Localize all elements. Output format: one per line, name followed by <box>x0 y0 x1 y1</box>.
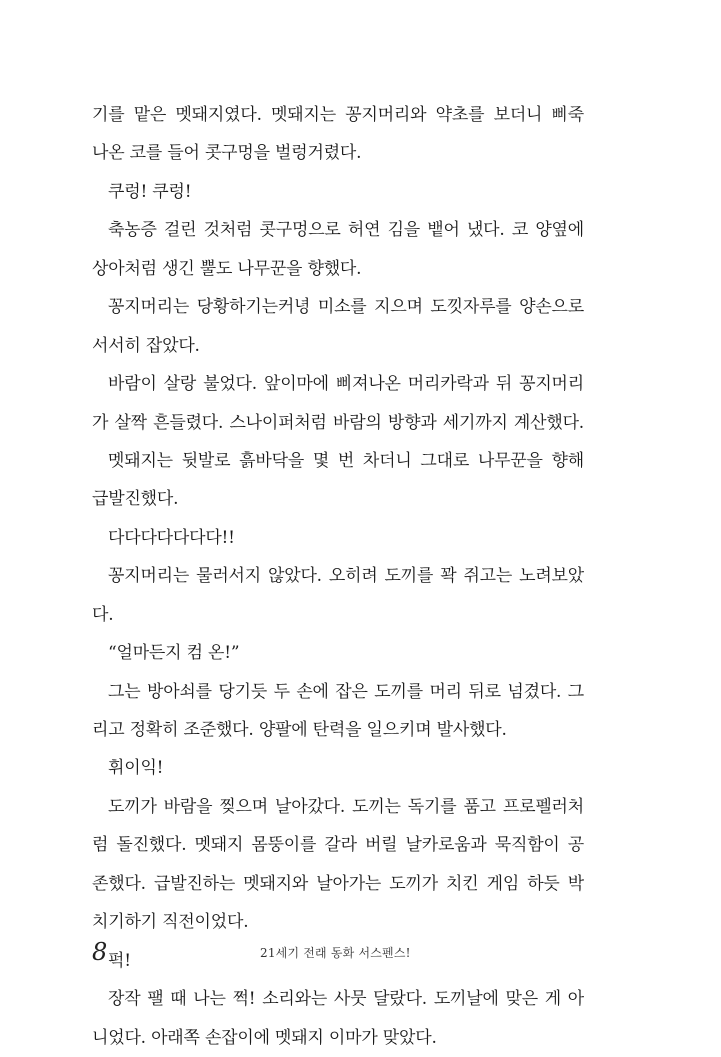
text-line: 꽁지머리는 물러서지 않았다. 오히려 도끼를 꽉 쥐고는 노려보았 <box>108 566 584 587</box>
text-line: 멧돼지는 뒷발로 흙바닥을 몇 번 차더니 그대로 나무꾼을 향해 <box>108 450 584 471</box>
text-line: 장작 팰 때 나는 쩍! 소리와는 사뭇 달랐다. 도끼날에 맞은 게 아 <box>108 989 584 1010</box>
text-line: 서서히 잡았다. <box>92 335 200 356</box>
text-line: 도끼가 바람을 찢으며 날아갔다. 도끼는 독기를 품고 프로펠러처 <box>108 796 584 817</box>
text-line: 니었다. 아래쪽 손잡이에 멧돼지 이마가 맞았다. <box>92 1027 437 1048</box>
text-line: 다. <box>92 604 114 625</box>
text-line: 존했다. 급발진하는 멧돼지와 날아가는 도끼가 치킨 게임 하듯 박 <box>92 873 584 894</box>
text-line: 리고 정확히 조준했다. 양팔에 탄력을 일으키며 발사했다. <box>92 720 507 740</box>
page-footer <box>92 936 592 976</box>
text-line: 쿠렁! 쿠렁! <box>108 181 192 202</box>
text-line: 꽁지머리는 당황하기는커녕 미소를 지으며 도낏자루를 양손으로 <box>108 297 584 318</box>
text-line: 치기하기 직전이었다. <box>92 912 249 933</box>
text-line: 럼 돌진했다. 멧돼지 몸뚱이를 갈라 버릴 날카로움과 묵직함이 공 <box>92 835 584 856</box>
page-number: 8 <box>92 938 108 966</box>
text-line: 다다다다다다다!! <box>108 527 235 548</box>
text-line: 축농증 걸린 것처럼 콧구멍으로 허연 김을 뱉어 냈다. 코 양옆에 <box>108 220 584 241</box>
text-line: 상아처럼 생긴 뿔도 나무꾼을 향했다. <box>92 258 362 279</box>
text-line: 바람이 살랑 불었다. 앞이마에 삐져나온 머리카락과 뒤 꽁지머리 <box>108 374 584 395</box>
text-line: 그는 방아쇠를 당기듯 두 손에 잡은 도끼를 머리 뒤로 넘겼다. 그 <box>108 681 584 702</box>
text-line: 기를 맡은 멧돼지였다. 멧돼지는 꽁지머리와 약초를 보더니 삐죽 <box>92 105 584 125</box>
text-line: 급발진했다. <box>92 489 179 510</box>
running-title: 21세기 전래 동화 서스펜스! <box>260 946 411 960</box>
text-line: 나온 코를 들어 콧구멍을 벌렁거렸다. <box>92 143 362 164</box>
text-line: “얼마든지 컴 온!” <box>108 643 240 664</box>
body-text <box>92 96 584 1057</box>
text-line: 휘이익! <box>108 758 164 779</box>
text-line: 가 살짝 흔들렸다. 스나이퍼처럼 바람의 방향과 세기까지 계산했다. <box>92 412 584 433</box>
text-line: 퍽! <box>108 950 131 971</box>
